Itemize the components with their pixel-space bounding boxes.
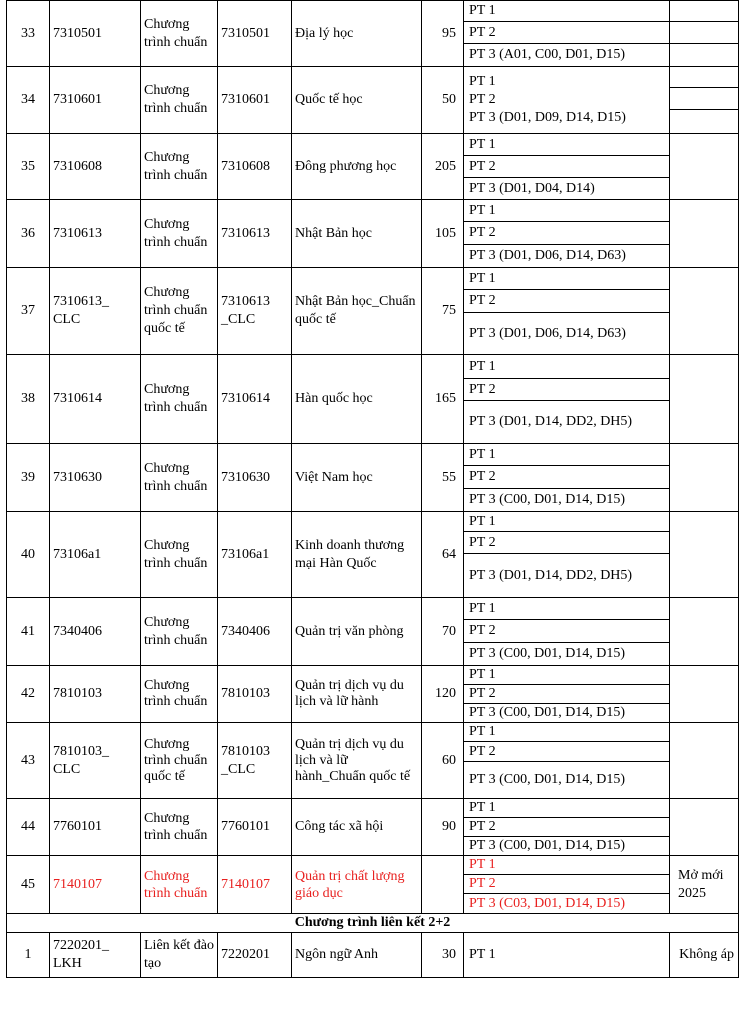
major-code-2: 7810103 _CLC [218, 723, 292, 799]
major-code: 7310630 [50, 444, 141, 512]
quota: 50 [422, 67, 464, 134]
table-row [7, 666, 739, 685]
method: PT 3 (D01, D14, DD2, DH5) [464, 401, 670, 444]
major-name: Việt Nam học [292, 444, 422, 512]
major-name: Nhật Bản học [292, 200, 422, 268]
program-type: Chương trình chuẩn [141, 856, 218, 914]
method: PT 2 [464, 875, 670, 894]
row-number: 41 [7, 598, 50, 666]
note [670, 110, 739, 134]
major-code: 7140107 [50, 856, 141, 914]
table-row [7, 355, 739, 379]
method: PT 3 (C00, D01, D14, D15) [464, 837, 670, 856]
method: PT 3 (D01, D04, D14) [464, 178, 670, 200]
method: PT 2 [464, 379, 670, 401]
major-name: Đông phương học [292, 134, 422, 200]
method: PT 1 [464, 444, 670, 466]
program-type: Chương trình chuẩn quốc tế [141, 268, 218, 355]
method: PT 1 [464, 856, 670, 875]
row-number: 42 [7, 666, 50, 723]
program-type: Chương trình chuẩn [141, 1, 218, 67]
method: PT 3 (D01, D06, D14, D63) [464, 245, 670, 268]
major-code-2: 7310613 _CLC [218, 268, 292, 355]
method: PT 2 [464, 685, 670, 704]
row-number: 39 [7, 444, 50, 512]
table-row [7, 598, 739, 620]
quota: 165 [422, 355, 464, 444]
row-number: 34 [7, 67, 50, 134]
method: PT 2 [464, 22, 670, 44]
major-name: Công tác xã hội [292, 799, 422, 856]
major-name: Quản trị chất lượng giáo dục [292, 856, 422, 914]
note [670, 268, 739, 355]
table-row [7, 268, 739, 290]
method: PT 3 (D01, D06, D14, D63) [464, 313, 670, 355]
major-code: 7810103 [50, 666, 141, 723]
major-code: 7220201_ LKH [50, 933, 141, 978]
quota: 75 [422, 268, 464, 355]
row-number: 45 [7, 856, 50, 914]
major-code: 7340406 [50, 598, 141, 666]
major-code: 7310614 [50, 355, 141, 444]
note [670, 200, 739, 268]
row-number: 40 [7, 512, 50, 598]
row-number: 33 [7, 1, 50, 67]
quota: 95 [422, 1, 464, 67]
major-name: Hàn quốc học [292, 355, 422, 444]
note [670, 666, 739, 723]
note [670, 512, 739, 598]
method: PT 3 (C00, D01, D14, D15) [464, 489, 670, 512]
major-code-2: 7310614 [218, 355, 292, 444]
table-row [7, 67, 739, 88]
table-row [7, 856, 739, 875]
row-number: 36 [7, 200, 50, 268]
method: PT 1 [464, 355, 670, 379]
major-code-2: 73106a1 [218, 512, 292, 598]
quota: 120 [422, 666, 464, 723]
method: PT 3 (C00, D01, D14, D15) [464, 643, 670, 666]
method: PT 2 [464, 466, 670, 489]
major-code-2: 7340406 [218, 598, 292, 666]
program-type: Chương trình chuẩn [141, 444, 218, 512]
major-name: Quản trị dịch vụ du lịch và lữ hành_Chuẩn quốc tế [292, 723, 422, 799]
row-number: 1 [7, 933, 50, 978]
program-type: Chương trình chuẩn [141, 200, 218, 268]
method: PT 2 [464, 290, 670, 313]
major-code: 73106a1 [50, 512, 141, 598]
row-number: 35 [7, 134, 50, 200]
major-code: 7760101 [50, 799, 141, 856]
method: PT 3 (D01, D14, DD2, DH5) [464, 554, 670, 598]
row-number: 38 [7, 355, 50, 444]
major-code-2: 7310613 [218, 200, 292, 268]
note: Mở mới 2025 [670, 856, 739, 914]
major-code-2: 7310501 [218, 1, 292, 67]
quota: 205 [422, 134, 464, 200]
major-code-2: 7140107 [218, 856, 292, 914]
method: PT 1 [464, 666, 670, 685]
program-type: Chương trình chuẩn [141, 355, 218, 444]
method: PT 1 [464, 512, 670, 532]
program-type: Chương trình chuẩn [141, 134, 218, 200]
major-code: 7310501 [50, 1, 141, 67]
major-code-2: 7310601 [218, 67, 292, 134]
method: PT 1 [469, 74, 496, 89]
quota: 64 [422, 512, 464, 598]
note [670, 1, 739, 22]
quota [422, 856, 464, 914]
row-number: 44 [7, 799, 50, 856]
table-row [7, 1, 739, 22]
method: PT 1 [464, 723, 670, 742]
note [670, 598, 739, 666]
note [670, 134, 739, 200]
note [670, 799, 739, 856]
program-type: Chương trình chuẩn quốc tế [141, 723, 218, 799]
row-number: 43 [7, 723, 50, 799]
major-name: Quản trị dịch vụ du lịch và lữ hành [292, 666, 422, 723]
major-code-2: 7220201 [218, 933, 292, 978]
major-name: Quốc tế học [292, 67, 422, 134]
major-name: Kinh doanh thương mại Hàn Quốc [292, 512, 422, 598]
method: PT 1 [464, 134, 670, 156]
method-group [464, 67, 670, 134]
major-name: Nhật Bản học_Chuẩn quốc tế [292, 268, 422, 355]
major-code: 7310613 [50, 200, 141, 268]
method: PT 3 (D01, D09, D14, D15) [469, 110, 626, 125]
note [670, 444, 739, 512]
admissions-table [6, 0, 739, 978]
method: PT 2 [464, 156, 670, 178]
program-type: Chương trình chuẩn [141, 799, 218, 856]
major-name: Quản trị văn phòng [292, 598, 422, 666]
program-type: Liên kết đào tạo [141, 933, 218, 978]
major-code: 7310601 [50, 67, 141, 134]
note: Không áp [670, 933, 739, 978]
quota: 70 [422, 598, 464, 666]
major-code: 7310613_ CLC [50, 268, 141, 355]
method: PT 2 [469, 92, 496, 107]
method: PT 3 (C03, D01, D14, D15) [464, 894, 670, 914]
note [670, 88, 739, 110]
method: PT 1 [464, 598, 670, 620]
major-code-2: 7310608 [218, 134, 292, 200]
table-row [7, 723, 739, 742]
method: PT 3 (C00, D01, D14, D15) [464, 762, 670, 799]
method: PT 1 [464, 933, 670, 978]
method: PT 2 [464, 532, 670, 554]
major-code-2: 7310630 [218, 444, 292, 512]
table-row [7, 444, 739, 466]
note [670, 22, 739, 44]
quota: 55 [422, 444, 464, 512]
note [670, 355, 739, 444]
table-row [7, 134, 739, 156]
section-row [7, 914, 739, 933]
quota: 105 [422, 200, 464, 268]
table-row [7, 799, 739, 818]
table-row [7, 200, 739, 222]
method: PT 3 (C00, D01, D14, D15) [464, 704, 670, 723]
program-type: Chương trình chuẩn [141, 666, 218, 723]
program-type: Chương trình chuẩn [141, 67, 218, 134]
note [670, 723, 739, 799]
method: PT 2 [464, 818, 670, 837]
method: PT 2 [464, 742, 670, 762]
table-row [7, 512, 739, 532]
note [670, 67, 739, 88]
row-number: 37 [7, 268, 50, 355]
method: PT 1 [464, 799, 670, 818]
major-name: Ngôn ngữ Anh [292, 933, 422, 978]
method: PT 1 [464, 1, 670, 22]
major-name: Địa lý học [292, 1, 422, 67]
method: PT 3 (A01, C00, D01, D15) [464, 44, 670, 67]
major-code-2: 7760101 [218, 799, 292, 856]
note [670, 44, 739, 67]
table-row [7, 933, 739, 978]
section-title: Chương trình liên kết 2+2 [7, 914, 739, 933]
method: PT 1 [464, 200, 670, 222]
program-type: Chương trình chuẩn [141, 598, 218, 666]
quota: 30 [422, 933, 464, 978]
program-type: Chương trình chuẩn [141, 512, 218, 598]
major-code-2: 7810103 [218, 666, 292, 723]
quota: 60 [422, 723, 464, 799]
major-code: 7810103_ CLC [50, 723, 141, 799]
quota: 90 [422, 799, 464, 856]
major-code: 7310608 [50, 134, 141, 200]
method: PT 2 [464, 620, 670, 643]
method: PT 2 [464, 222, 670, 245]
method: PT 1 [464, 268, 670, 290]
